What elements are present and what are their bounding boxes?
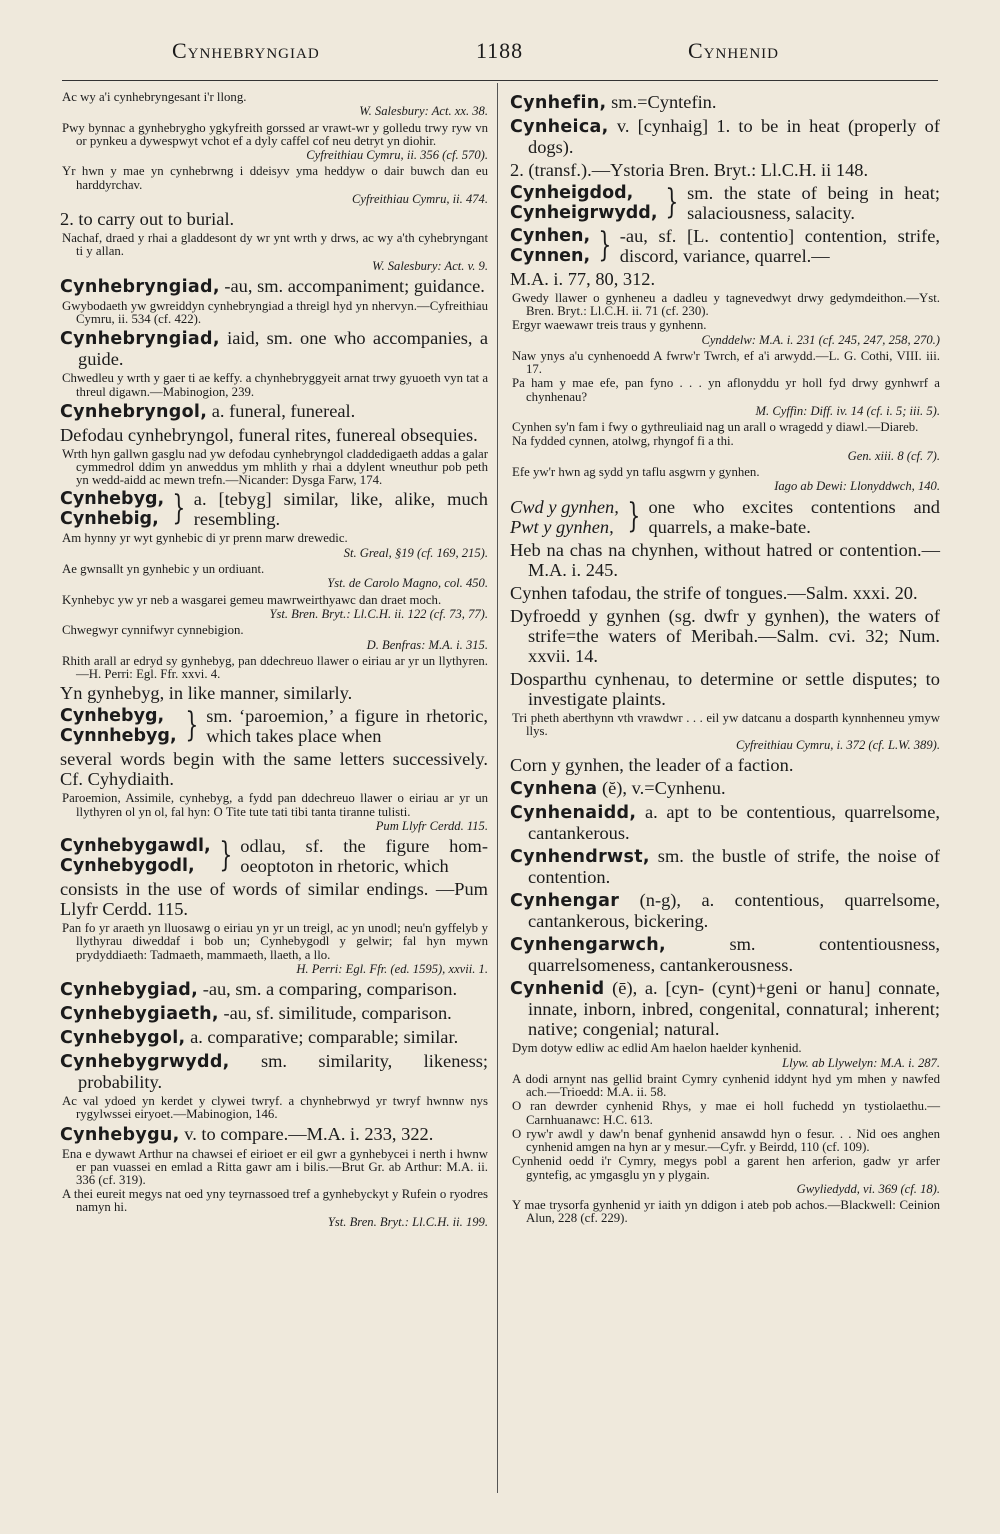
definition: sm. contentiousness, quarrelsomeness, cantankerousness. — [528, 934, 940, 976]
entry-body — [510, 802, 940, 843]
citation: D. Benfras: M.A. i. 315. — [366, 637, 488, 652]
headword-pair — [510, 226, 590, 266]
sense-phrase: Dosparthu cynhenau, to determine or settle disputes; to investigate plaints. — [510, 668, 940, 709]
bracketed-entry — [510, 183, 940, 223]
quotation: Ena e dywawt Arthur na chawsei ef eirioet er eil gwr a gynhebycei i nerth i hwnw er pan vuassei en emlad a Ritta gawr am i bilis.—Brut Gr. ab Arthur: M.A. ii. 336 (cf. 319). — [62, 1146, 488, 1187]
definition: -au, sm. a comparing, comparison. — [202, 979, 458, 1000]
citation: Gen. xiii. 8 (cf. 7). — [847, 448, 940, 463]
citation: Iago ab Dewi: Llonyddwch, 140. — [774, 479, 940, 494]
definition: -au, sf. similitude, comparison. — [223, 1003, 452, 1024]
running-head-left: Cynhebryngiad — [172, 38, 320, 63]
quotation: Dym dotyw edliw ac edlid Am haelon haelder kynhenid. — [512, 1041, 802, 1056]
sense-phrase: Cynhen tafodau, the strife of tongues.—Salm. xxxi. 20. — [510, 582, 918, 603]
headword: Cynhebryngiad, — [60, 329, 220, 350]
headword: Cynhebygol, — [60, 1028, 186, 1049]
citation: Cyfreithiau Cymru, i. 372 (cf. L.W. 389). — [735, 738, 940, 753]
sense-phrase: Defodau cynhebryngol, funeral rites, funereal obsequies. — [60, 424, 478, 445]
entry-body — [60, 1003, 488, 1024]
headword: Cynhefin, — [510, 93, 607, 113]
headword: Pwt y gynhen, — [510, 516, 614, 537]
header-rule — [62, 80, 938, 81]
citation: Llyw. ab Llywelyn: M.A. i. 287. — [782, 1055, 940, 1070]
definition: sm. similarity, likeness; probability. — [78, 1051, 488, 1093]
entry-continuation: M.A. i. 77, 80, 312. — [510, 269, 656, 289]
citation: W. Salesbury: Act. xx. 38. — [359, 104, 488, 119]
dictionary-entry — [510, 846, 940, 887]
definition: iaid, sm. one who accompanies, a guide. — [78, 328, 488, 370]
quotation: Gwybodaeth yw gwreiddyn cynhebryngiad a threigl hyd yn nhervyn.—Cyfreithiau Cymru, ii. 534 (cf. 422). — [62, 299, 488, 327]
headword: Cynhebygodl, — [60, 856, 195, 877]
dictionary-entry — [60, 1003, 488, 1024]
headword: Cynhebyg, — [60, 489, 165, 510]
sense-phrase: 2. (transf.).—Ystoria Bren. Bryt.: Ll.C.H. ii 148. — [510, 160, 869, 180]
entry-body — [510, 846, 940, 887]
running-head-right: Cynhenid — [688, 38, 779, 63]
headword-pair — [510, 497, 619, 537]
brace-glyph: } — [665, 182, 679, 222]
quotation: Efe yw'r hwn ag sydd yn taflu asgwrn y gynhen. — [512, 465, 760, 480]
quotation: Ergyr waewawr treis traus y gynhenn. — [512, 318, 707, 333]
headword-pair — [510, 183, 657, 223]
dictionary-entry — [510, 802, 940, 843]
definition: -au, sf. [L. contentio] contention, strife, discord, variance, quarrel.— — [619, 226, 940, 266]
quotation: Na fydded cynnen, atolwg, rhyngof fi a thi. — [512, 434, 734, 449]
page-number: 1188 — [476, 38, 524, 63]
entry-body — [60, 401, 488, 422]
definition: a. apt to be contentious, quarrelsome, cantankerous. — [528, 802, 940, 844]
citation: Yst. de Carolo Magno, col. 450. — [327, 576, 488, 591]
quotation: Nachaf, draed y rhai a gladdesont dy wr ynt wrth y drws, ac wy a'th cyhebryngant ti y allan. — [62, 231, 488, 259]
citation: Yst. Bren. Bryt.: Ll.C.H. ii. 122 (cf. 73, 77). — [269, 606, 488, 621]
right-column — [510, 90, 940, 1227]
definition: (ĕ), v.=Cynhenu. — [602, 778, 726, 799]
definition: (ē), a. [cyn- (cynt)+geni or hanu] connate, innate, inborn, inbred, congenital, connatural; inherent; native; congenial; natural. — [528, 978, 940, 1040]
definition: sm. the bustle of strife, the noise of contention. — [528, 846, 940, 888]
quotation: Pwy bynnac a gynhebrygho ygkyfreith gorssed ar vrawt-wr y golledu trwy ryw vn or pynkeu a dywespwyt vchot ef a dyly caffel cof neu detryt yn diohir. — [62, 120, 488, 148]
dictionary-entry — [510, 890, 940, 931]
quotation: Tri pheth aberthynn vth vrawdwr . . . eil yw datcanu a dosparth kynnhenneu ymyw llys. — [512, 710, 940, 738]
headword: Cynhenid — [510, 979, 605, 1000]
quotation: A thei eureit megys nat oed yny teyrnassoed tref a gynhebyckyt y Rufein o ryodres namyn hi. — [62, 1187, 488, 1215]
quotation: Chwegwyr cynnifwyr cynnebigion. — [62, 623, 244, 638]
definition: a. funeral, funereal. — [211, 400, 356, 421]
dictionary-entry — [60, 276, 488, 297]
headword: Cynheica, — [510, 117, 609, 137]
definition: (n-g), a. contentious, quarrelsome, cantankerous, bickering. — [528, 890, 940, 932]
headword: Cynhen, — [510, 226, 591, 246]
dictionary-entry — [60, 1027, 488, 1048]
headword: Cynhenaidd, — [510, 803, 637, 824]
entry-body — [60, 1027, 488, 1048]
citation: M. Cyffin: Diff. iv. 14 (cf. i. 5; iii. 5). — [755, 403, 940, 418]
quotation: Ac val ydoed yn kerdet y clywei twryf. a chynhebrwyd yr twryf hwnnw nys rygylwssei eiryoet.—Mabinogion, 146. — [62, 1094, 488, 1122]
dictionary-entry — [60, 328, 488, 369]
bracketed-entry — [60, 706, 488, 746]
citation: Cyfreithiau Cymru, ii. 474. — [352, 191, 488, 206]
dictionary-entry — [60, 401, 488, 422]
entry-continuation: consists in the use of words of similar endings. —Pum Llyfr Cerdd. 115. — [60, 879, 488, 920]
quotation: Ae gwnsallt yn gynhebic y un ordiuant. — [62, 562, 265, 577]
quotation: Pa ham y mae efe, pan fyno . . . yn aflonyddu yr holl fyd drwy gynhwrf a chynhenau? — [512, 376, 940, 404]
dictionary-entry — [510, 934, 940, 975]
headword: Cynnen, — [510, 246, 591, 266]
headword: Cynhengar — [510, 891, 620, 912]
headword-pair — [60, 836, 211, 876]
headword: Cwd y gynhen, — [510, 496, 619, 517]
sense-phrase: 2. to carry out to burial. — [60, 209, 235, 230]
dictionary-entry — [60, 1124, 488, 1145]
definition: odlau, sf. the figure hom-oeoptoton in rhetoric, which — [240, 836, 488, 877]
quotation: Y mae trysorfa gynhenid yr iaith yn ddigon i ateb pob achos.—Blackwell: Ceinion Alun, 228 (cf. 229). — [512, 1198, 940, 1226]
quotation: Rhith arall ar edryd sy gynhebyg, pan ddechreuo llawer o eiriau ar yr un llythyren.—H. Perri: Egl. Ffr. xxvi. 4. — [62, 653, 488, 682]
headword: Cynhebyg, — [60, 706, 165, 727]
headword: Cynhebig, — [60, 509, 159, 530]
quotation: O ran dewrder cynhenid Rhys, y mae ei holl fuchedd yn tystiolaethu.—Carnhuanawc: H.C. 613. — [512, 1099, 940, 1127]
entry-body — [510, 978, 940, 1039]
quotation: Ac wy a'i cynhebryngesant i'r llong. — [62, 90, 247, 104]
definition: a. comparative; comparable; similar. — [190, 1027, 459, 1048]
dictionary-entry — [510, 92, 940, 113]
citation: St. Greal, §19 (cf. 169, 215). — [343, 545, 488, 560]
dictionary-entry — [510, 978, 940, 1039]
entry-body — [60, 328, 488, 369]
brace-glyph: } — [172, 488, 186, 529]
sense-phrase: Corn y gynhen, the leader of a faction. — [510, 755, 794, 776]
headword: Cynheigdod, — [510, 183, 634, 203]
dictionary-entry — [510, 116, 940, 157]
quotation: O ryw'r awdl y daw'n benaf gynhenid ansawdd hyn o fesur. . . Nid oes anghen cynhenid amgen na hyn ar y mesur.—Cyfr. y Beirdd, 110 (cf. 109). — [512, 1126, 940, 1155]
definition: one who excites contentions and quarrels, a make-bate. — [648, 496, 940, 537]
entry-body — [510, 934, 940, 975]
quotation: Kynhebyc yw yr neb a wasgarei gemeu mawrweirthyawc dan draet moch. — [62, 592, 442, 607]
brace-glyph: } — [184, 705, 198, 746]
citation: Cyfreithiau Cymru, ii. 356 (cf. 570). — [306, 148, 488, 163]
entry-body — [60, 979, 488, 1000]
headword-pair — [60, 489, 164, 529]
entry-body — [510, 778, 940, 799]
citation: H. Perri: Egl. Ffr. (ed. 1595), xxvii. 1. — [296, 961, 488, 976]
entry-body — [60, 1051, 488, 1092]
sense-phrase: Yn gynhebyg, in like manner, similarly. — [60, 683, 353, 704]
headword: Cynhebygawdl, — [60, 836, 211, 857]
dictionary-entry — [60, 1051, 488, 1092]
entry-continuation: several words begin with the same letters successively. Cf. Cyhydiaith. — [60, 749, 488, 790]
citation: W. Salesbury: Act. v. 9. — [372, 258, 488, 273]
headword: Cynnhebyg, — [60, 726, 177, 747]
headword: Cynhebygiaeth, — [60, 1004, 219, 1025]
quotation: A dodi arnynt nas gellid braint Cymry cynhenid iddynt hyd ym mhen y nawfed ach.—Trioedd: M.A. ii. 58. — [512, 1072, 940, 1100]
headword: Cynhebygrwydd, — [60, 1052, 230, 1073]
citation: Pum Llyfr Cerdd. 115. — [375, 818, 488, 833]
dictionary-entry — [510, 778, 940, 799]
definition: -au, sm. accompaniment; guidance. — [224, 276, 485, 297]
headword: Cynhendrwst, — [510, 847, 650, 868]
quotation: Paroemion, Assimile, cynhebyg, a fydd pan ddechreuo llawer o eiriau ar yr un llythyren ol yn ol, fal hyn: O Tite tute tati tibi tanta tiranne tulisti. — [62, 791, 488, 819]
headword: Cynhebygiad, — [60, 980, 199, 1001]
quotation: Naw ynys a'u cynhenoedd A fwrw'r Twrch, ef a'i arwydd.—L. G. Cothi, VIII. iii. 17. — [512, 349, 940, 377]
headword-pair — [60, 706, 177, 746]
definition: v. to compare.—M.A. i. 233, 322. — [184, 1123, 434, 1144]
quotation: Wrth hyn gallwn gasglu nad yw defodau cynhebryngol claddedigaeth addas a galar cymmedrol ddim yn anweddus ym mhlith y rhai a ddylent wneuthur pob peth yn wedd-aidd ac mewn trefn.—Nicander: Dysga Farw, 174. — [62, 446, 488, 488]
definition: a. [tebyg] similar, like, alike, much resembling. — [193, 489, 488, 530]
left-column — [60, 90, 488, 1232]
headword: Cynheigrwydd, — [510, 203, 658, 223]
headword: Cynhebryngol, — [60, 401, 208, 422]
citation: Gwyliedydd, vi. 369 (cf. 18). — [796, 1181, 940, 1196]
quotation: Gwedy llawer o gynheneu a dadleu y tagnevedwyt drwy gedymdeithon.—Yst. Bren. Bryt.: Ll.C.H. ii. 71 (cf. 230). — [512, 291, 940, 319]
sense-phrase: Heb na chas na chynhen, without hatred or contention.—M.A. i. 245. — [510, 539, 940, 580]
headword: Cynhengarwch, — [510, 935, 667, 956]
definition: sm.=Cyntefin. — [611, 92, 717, 112]
definition: v. [cynhaig] 1. to be in heat (properly of dogs). — [528, 116, 940, 157]
quotation: Cynhenid oedd i'r Cymry, megys pobl a garent hen arferion, gadw yr arfer gyntefig, ac ymgasglu yn y plygain. — [512, 1154, 940, 1182]
brace-glyph: } — [598, 225, 612, 265]
sense-phrase: Dyfroedd y gynhen (sg. dwfr y gynhen), the waters of strife=the waters of Meribah.—Salm. cvi. 32; Num. xxvii. 14. — [510, 605, 940, 666]
dictionary-entry — [60, 979, 488, 1000]
definition: sm. the state of being in heat; salaciousness, salacity. — [687, 183, 940, 223]
quotation: Chwedleu y wrth y gaer ti ae keffy. a chynhebryggyeit arnat trwy gyuoeth vyn tat a threul digawn.—Mabinogion, 239. — [62, 371, 488, 399]
column-divider — [497, 83, 498, 1493]
brace-glyph: } — [627, 495, 641, 536]
entry-body — [510, 116, 940, 157]
headword: Cynhebygu, — [60, 1124, 180, 1145]
entry-body — [510, 92, 940, 113]
quotation: Cynhen sy'n fam i fwy o gythreuliaid nag un arall o wragedd y diawl.—Diareb. — [512, 420, 919, 435]
citation: Yst. Bren. Bryt.: Ll.C.H. ii. 199. — [327, 1214, 488, 1229]
entry-body — [60, 1124, 488, 1145]
entry-body — [510, 890, 940, 931]
quotation: Am hynny yr wyt gynhebic di yr prenn marw drewedic. — [62, 531, 348, 546]
quotation: Pan fo yr araeth yn lluosawg o eiriau yn yr un treigl, ac yn unodl; neu'n gyffelyb y llythyrau diweddaf i bob un; Cynhebygodl y gelwir; fal hyn mywn prydyddiaeth: Tadmaeth, mammaeth, llaeth, a llo. — [62, 921, 488, 962]
headword: Cynhena — [510, 779, 598, 800]
citation: Cynddelw: M.A. i. 231 (cf. 245, 247, 258, 270.) — [701, 332, 940, 347]
brace-glyph: } — [218, 835, 232, 876]
entry-body — [60, 276, 488, 297]
bracketed-entry — [60, 489, 488, 529]
bracketed-entry — [60, 836, 488, 876]
quotation: Yr hwn y mae yn cynhebrwng i ddeisyv yma heddyw o dair buwch dan eu harddyrchav. — [62, 164, 488, 192]
bracketed-entry — [510, 497, 940, 537]
headword: Cynhebryngiad, — [60, 277, 220, 298]
bracketed-entry — [510, 226, 940, 266]
definition: sm. ‘paroemion,’ a figure in rhetoric, which takes place when — [206, 706, 488, 747]
